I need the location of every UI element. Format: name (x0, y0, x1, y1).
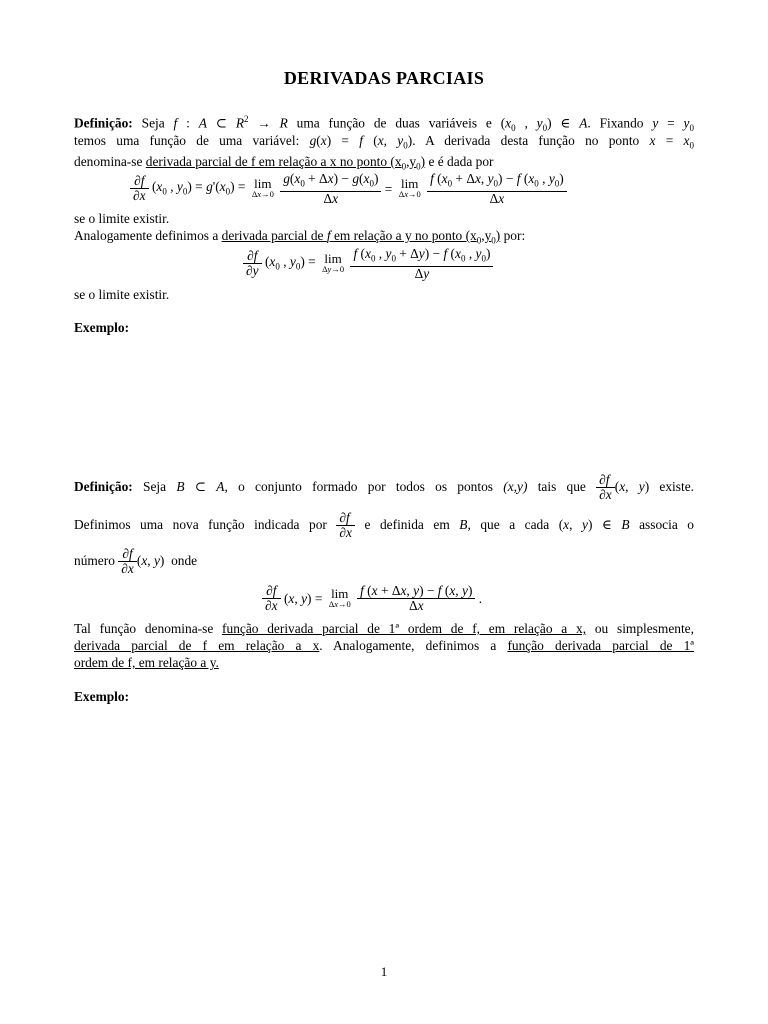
def2-tal-line3: ordem de f, em relação a y. (74, 655, 219, 670)
def1-se-limite: se o limite existir. (74, 211, 170, 226)
def1-label: Definição: (74, 115, 133, 131)
exemplo-1-heading: Exemplo: (74, 320, 130, 335)
def2-label: Definição: (74, 479, 133, 494)
page-number: 1 (380, 964, 388, 979)
def2-line2: Definimos uma nova função indicada por $\frac{\partial f}{\partial x}$ e definida em B, que a cada (x, y) ∈ B associa o (74, 510, 694, 541)
def1-line2: temos uma função de uma variável: g(x) = f (x, $y_0$). A derivada desta função no ponto $x = x_0$ (74, 133, 694, 151)
def1-se-limite-2: se o limite existir. (74, 287, 170, 302)
equation-partial-x: $\frac{\partial f}{\partial x}$ ($x_0$ , $y_0) = g'(x_0)$ = lim Δx→0 $\frac{g(x_0 + \Delta x) - g(x_0)}{\Delta x}$ = lim Δx→0 $\frac{f (x_0 + \Delta x, y_0) - f (x_0 , y_0)}{\Delta x}$ (130, 172, 567, 206)
exemplo-2-heading: Exemplo: (74, 689, 130, 704)
page-title: DERIVADAS PARCIAIS (283, 68, 485, 88)
def1-analog: Analogamente definimos a derivada parcial de f em relação a y no ponto $(x_0,y_0)$ por: (74, 228, 526, 246)
def2-line3: número $\frac{\partial f}{\partial x}$ (x, y) onde (74, 546, 198, 577)
def1-line3: denomina-se derivada parcial de f em relação a x no ponto $(x_0,y_0)$ e é dada por (74, 154, 494, 172)
def2-tal-line2: derivada parcial de f em relação a x. Analogamente, definimos a função derivada parcial de 1ª (74, 638, 695, 653)
def2-line1: Definição: Seja B ⊂ A, o conjunto formado por todos os pontos (x,y) tais que $\frac{\partial f}{\partial x}$ (x, y) existe. (74, 472, 695, 503)
equation-partial-function: $\frac{\partial f}{\partial x}$ (x, y) = lim Δx→0 $\frac{f (x + \Delta x, y) - f (x, y)}{\Delta x}$ . (262, 584, 482, 613)
def2-tal-line1: Tal função denomina-se função derivada parcial de 1ª ordem de f, em relação a x, ou simplesmente, (74, 621, 694, 636)
def1-line1: Definição: Seja f : A ⊂ $R^2 \to R$ uma função de duas variáveis e ($x_0$ , $y_0$) ∈ A. Fixando $y = y_0$ (74, 114, 694, 134)
equation-partial-y: $\frac{\partial f}{\partial y}$ ($x_0$ , $y_0$) = lim Δy→0 $\frac{f (x_0 , y_0 + \Delta y) - f (x_0 , y_0)}{\Delta y}$ (243, 247, 493, 281)
